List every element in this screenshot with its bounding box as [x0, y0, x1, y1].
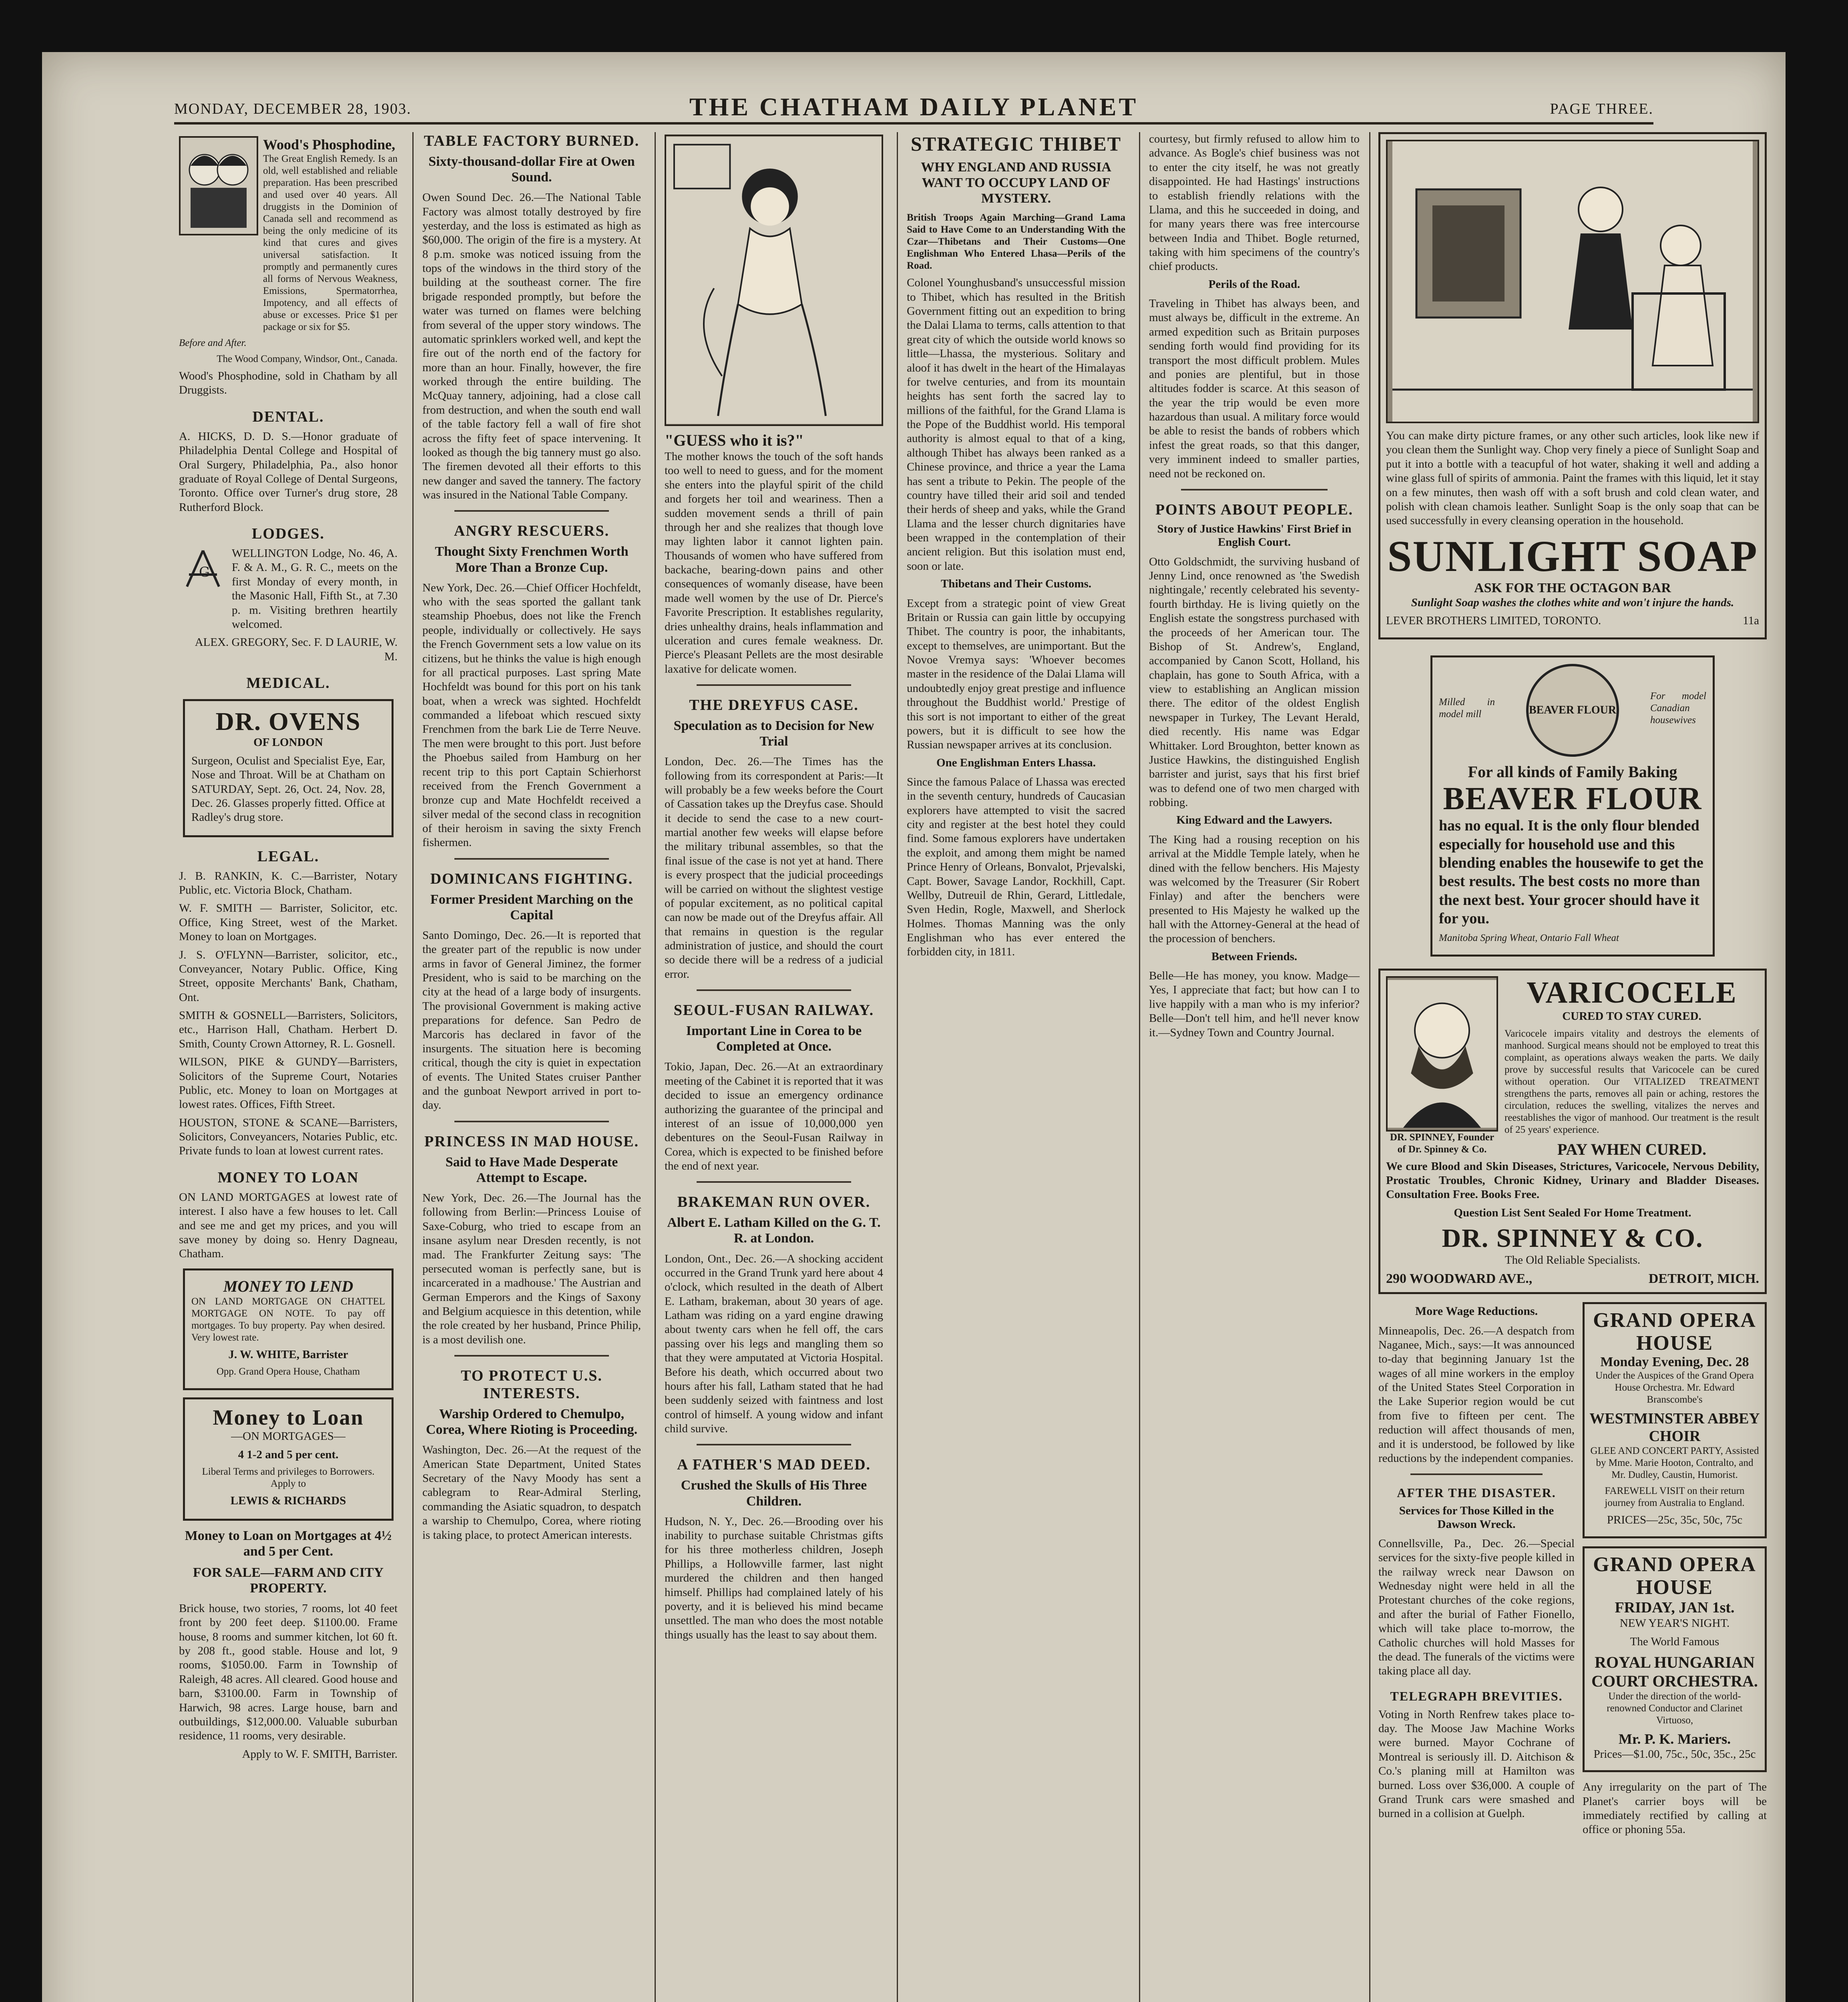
article-headline: AFTER THE DISASTER.: [1397, 1485, 1556, 1500]
legal-item: J. S. O'FLYNN—Barrister, solicitor, etc., Conveyancer, Notary Public. Office, King Street, opposite Merchants' Bank, Chatham, Ont.: [179, 948, 398, 1004]
opera-conductor: Mr. P. K. Mariers.: [1618, 1731, 1731, 1747]
column-thibet: [897, 132, 1134, 2002]
woods-body: The Great English Remedy. Is an old, well established and reliable preparation. Has been prescribed and used over 40 years. All druggists in the Dominion of Canada sell and recommend as being the only medicine of its kind that cures and gives universal satisfaction. It promptly and permanently cures all forms of Nervous Weakness, Emissions, Spermatorrhea, Impotency, and all effects of abuse or excesses. Price $1 per package or six for $5.: [263, 153, 398, 332]
article-body: Belle—He has money, you know. Madge—Yes, I appreciate that fact; but how can I to live happily with a man who is my inferior? Belle—Don't tell him, and he'll never know it.—Sydney Town and Country Journal.: [1149, 969, 1360, 1039]
article-headline: POINTS ABOUT PEOPLE.: [1155, 501, 1354, 518]
article-body: Washington, Dec. 26.—At the request of the American State Department, United States Secretary of the Navy Moody has sent a cablegram to Rear-Admiral Sterling, commanding the Asiatic squadron, to despatch a warship to Chemulpo, Corea, where rioting is taking place, to protect American interests.: [422, 1443, 641, 1542]
beaver-title: BEAVER FLOUR: [1443, 781, 1702, 817]
lend-name: J. W. WHITE, Barrister: [228, 1348, 348, 1361]
sunlight-maker: LEVER BROTHERS LIMITED, TORONTO.: [1386, 614, 1601, 627]
loan-body: Liberal Terms and privileges to Borrowers. Apply to: [202, 1466, 375, 1489]
opera-world: The World Famous: [1630, 1635, 1719, 1648]
ovens-subtitle: OF LONDON: [253, 736, 323, 749]
column-people: [1139, 132, 1368, 2002]
varicocele-subtitle: CURED TO STAY CURED.: [1562, 1010, 1701, 1023]
dr-ovens-ad: [183, 699, 394, 837]
svg-text:G: G: [199, 564, 210, 580]
masonic-compass-icon: [179, 547, 227, 595]
newspaper-page: [42, 52, 1786, 2002]
article-subhead: Important Line in Corea to be Completed at Once.: [686, 1023, 862, 1054]
opera-party: GLEE AND CONCERT PARTY, Assisted by Mme. Marie Hooton, Contralto, and Mr. Dudley, Caustin, Humorist.: [1590, 1445, 1759, 1481]
article-headline: A FATHER'S MAD DEED.: [677, 1456, 871, 1473]
medical-heading: MEDICAL.: [246, 675, 330, 691]
masthead-rule: [174, 122, 1653, 125]
opera-show: ROYAL HUNGARIAN COURT ORCHESTRA.: [1591, 1653, 1758, 1690]
article-body: Except from a strategic point of view Great Britain or Russia can gain little by occupying Thibet. The country is poor, the inhabitants, except to themselves, are unimportant. But the Novoe Vremya says: 'Whoever becomes master in the residence of the Dalai Llama will undoubtedly enjoy great prestige and influence throughout the Buddhist world.' Prestige of this sort is not important to either of the great powers, but it is difficult to see how the Russian newspaper arrives at its conclusion.: [907, 597, 1125, 752]
article-subhead: Thought Sixty Frenchmen Worth More Than a Bronze Cup.: [435, 544, 629, 575]
article-subhead: One Englishman Enters Lhassa.: [936, 756, 1096, 769]
article-subhead: Crushed the Skulls of His Three Children.: [681, 1478, 867, 1509]
article-subhead: Sixty-thousand-dollar Fire at Owen Sound.: [428, 154, 635, 185]
varicocele-body: Varicocele impairs vitality and destroys the elements of manhood. Surgical means should not be employed to treat this complaint, as operations always weaken the parts. We daily prove by successful results that Varicocele can be cured without operation. Our VITALIZED TREATMENT strengthens the parts, removes all pain or aching, restores the circulation, reduces the swelling, vitalizes the nerves and reestablishes the vigor of manhood. Our treatment is the result of 25 years' experience.: [1505, 1028, 1759, 1135]
lend-address: Opp. Grand Opera House, Chatham: [216, 1366, 360, 1377]
beaver-lead: For all kinds of Family Baking: [1468, 763, 1677, 781]
ovens-body: Surgeon, Oculist and Specialist Eye, Ear, Nose and Throat. Will be at Chatham on SATURDAY, Sept. 26, Oct. 24, Nov. 28, Dec. 26. Glasses properly fitted. Office at Radley's drug store.: [191, 754, 385, 824]
article-headline: DOMINICANS FIGHTING.: [430, 870, 633, 887]
article-deck: British Troops Again Marching—Grand Lama Said to Have Come to an Understanding With the Czar—Thibetans and Their Customs—One Englishman Who Entered Lhasa—Perils of the Road.: [907, 212, 1125, 271]
article-subhead: Speculation as to Decision for New Trial: [673, 718, 874, 749]
spinney-firm-sub: The Old Reliable Specialists.: [1505, 1253, 1641, 1266]
article-subhead: Former President Marching on the Capital: [430, 892, 633, 923]
woods-portrait-illustration: [179, 136, 258, 235]
lodges-heading: LODGES.: [252, 525, 325, 542]
mortgage-heading: Money to Loan on Mortgages at 4½ and 5 per Cent.: [185, 1528, 392, 1559]
opera-title: GRAND OPERA HOUSE: [1593, 1553, 1756, 1599]
article-body: courtesy, but firmly refused to allow him to advance. As Bogle's chief business was not to enter the city itself, he was not greatly disappointed. He had Hastings' instructions to establish friendly relations with the Llama, and this he succeeded in doing, and for many years there was free intercourse between India and Thibet. Bogle returned, taking with him specimens of the country's chief products.: [1149, 133, 1360, 273]
article-headline: TO PROTECT U.S. INTERESTS.: [461, 1367, 603, 1402]
woods-title: Wood's Phosphodine,: [263, 137, 396, 153]
portrait-caption: DR. SPINNEY, Founder of Dr. Spinney & Co.: [1390, 1132, 1494, 1155]
loan-subtitle: —ON MORTGAGES—: [231, 1430, 345, 1443]
sunlight-subtitle: ASK FOR THE OCTAGON BAR: [1474, 580, 1671, 595]
beaver-seal-text: BEAVER FLOUR: [1529, 704, 1617, 717]
opera-show: WESTMINSTER ABBEY CHOIR: [1589, 1410, 1760, 1445]
grand-opera-ad-1: [1583, 1302, 1767, 1538]
article-body: Owen Sound Dec. 26.—The National Table Factory was almost totally destroyed by fire yesterday, and the loss is estimated as high as $60,000. The origin of the fire is a mystery. At 8 p.m. smoke was noticed issuing from the tops of the windows in the third story of the building at the southeast corner. The fire brigade responded promptly, but before the water was turned on flames were belching from several of the upper story windows. The automatic sprinklers worked well, and kept the fire out of the north end of the factory for more than an hour. Finally, however, the fire worked through the entire building. The McQuay tannery, adjoining, had a close call from destruction, and when the south end wall of the table factory fell a wall of fire shot across the fifty feet of space intervening. It looked as though the big tannery must go also. The firemen devoted all their efforts to this new danger and saved the tannery. The factory was insured in the National Table Company.: [422, 191, 641, 502]
article-subhead: King Edward and the Lawyers.: [1176, 814, 1332, 827]
ovens-title: DR. OVENS: [215, 707, 361, 736]
article-headline: TABLE FACTORY BURNED.: [424, 133, 640, 149]
article-headline: PRINCESS IN MAD HOUSE.: [424, 1133, 639, 1150]
two-faces-icon: [181, 138, 257, 234]
lend-body: ON LAND MORTGAGE ON CHATTEL MORTGAGE ON NOTE. To pay off mortgages. To buy property. Pay when desired. Very lowest rate.: [191, 1296, 385, 1343]
article-body: Hudson, N. Y., Dec. 26.—Brooding over his inability to purchase suitable Christmas gifts for his three motherless children, Joseph Phillips, a Hollowville farmer, last night murdered the children and then hanged himself. Phillips had complained lately of his poverty, and it is believed his mind became unsettled. The man who does the most notable things usually has the least to say about them.: [665, 1515, 883, 1641]
children-cleaning-illustration: [1386, 140, 1759, 423]
legal-heading: LEGAL.: [257, 848, 319, 865]
masthead: [174, 76, 1653, 121]
divider: [454, 510, 609, 512]
woods-company: The Wood Company, Windsor, Ont., Canada.: [217, 354, 398, 364]
woods-caption: Before and After.: [179, 338, 247, 348]
woman-illustration-icon: [666, 136, 882, 424]
carrier-notice: Any irregularity on the part of The Planet's carrier boys will be immediately rectified by calling at office or phoning 55a.: [1583, 1781, 1767, 1836]
divider: [1410, 1473, 1543, 1475]
sunlight-title: SUNLIGHT SOAP: [1387, 531, 1758, 581]
opera-title: GRAND OPERA HOUSE: [1593, 1309, 1756, 1355]
sunlight-soap-ad: [1378, 132, 1767, 639]
money-heading: MONEY TO LOAN: [217, 1169, 359, 1186]
divider: [697, 1444, 851, 1445]
beaver-blend-note: Manitoba Spring Wheat, Ontario Fall Wheat: [1439, 932, 1619, 943]
article-body: Tokio, Japan, Dec. 26.—At an extraordinary meeting of the Cabinet it is reported that it was decided to issue an emergency ordinance authorizing the guarantee of the principal and interest of an issue of 10,000,000 yen debentures on the Seoul-Fusan Railway in Corea, which is expected to be finished before the end of next year.: [665, 1060, 883, 1172]
article-body: Colonel Younghusband's unsuccessful mission to Thibet, which has resulted in the British Government fitting out an expedition to bring the Dalai Llama to terms, calls attention to that great city of which the outside world knows so little—Lhassa, the mysterious. Solitary and aloof it has dwelt in the heart of the Himalayas for twelve centuries, and from its mountain heights has sent forth the sacred lay to millions of the faithful, for the Grand Llama is the Pope of the Buddhist world. His temporal authority is almost equal to that of a king, although Thibet has always been ranked as a Chinese province, and thrice a year the Lama has sent a tribute to Pekin. The people of the country have tilled their arid soil and tended their herds of sheep and yaks, while the Grand Llama and the lesser church dignitaries have been wrapped in the contemplation of their ancient religion. But this isolation must end, soon or late.: [907, 276, 1125, 573]
divider: [1181, 489, 1328, 490]
article-subhead: Thibetans and Their Customs.: [940, 577, 1092, 591]
money-body: ON LAND MORTGAGES at lowest rate of interest. I also have a few houses to let. Call and see me and get my prices, and you will save money by doing so. Henry Dagneau, Chatham.: [179, 1190, 398, 1260]
opera-house-ads: [1583, 1302, 1767, 1841]
divider: [454, 1355, 609, 1357]
opera-date: Monday Evening, Dec. 28: [1600, 1355, 1749, 1370]
woods-sold: Wood's Phosphodine, sold in Chatham by all Druggists.: [179, 370, 398, 397]
doctor-portrait-icon: [1386, 976, 1498, 1132]
article-headline: More Wage Reductions.: [1415, 1305, 1538, 1318]
varicocele-cure: We cure Blood and Skin Diseases, Strictures, Varicocele, Nervous Debility, Prostatic Troubles, Chronic Kidney, Urinary and Bladder Diseases. Consultation Free. Books Free.: [1386, 1160, 1759, 1201]
divider: [697, 1181, 851, 1183]
sunlight-tagline: Sunlight Soap washes the clothes white and won't injure the hands.: [1411, 596, 1734, 609]
opera-prices: Prices—$1.00, 75c., 50c, 35c., 25c: [1593, 1747, 1756, 1761]
article-body: Santo Domingo, Dec. 26.—It is reported that the greater part of the republic is now under arms in favor of General Jiminez, the former President, who is said to be marching on the city at the head of a large body of insurgents. The provisional Government is making active preparations for defence. San Pedro de Marcoris has declared in favor of the insurgents. The situation here is becoming critical, though the city is quiet in expectation of events. The United States cruiser Panther and the gunboat Newport arrived in port to-day.: [422, 929, 641, 1112]
article-subhead: Albert E. Latham Killed on the G. T. R. at London.: [667, 1215, 881, 1246]
grand-opera-ad-2: [1583, 1546, 1767, 1773]
beaver-right-note: For model Canadian housewives: [1650, 691, 1706, 726]
dental-heading: DENTAL.: [252, 408, 324, 425]
article-body: Minneapolis, Dec. 26.—A despatch from Naganee, Mich., says:—It was announced to-day that beginning January 1st the wages of all mine workers in the employ of the United States Steel Corporation in the Lake Superior region would be cut from five to fifteen per cent. The reduction will affect thousands of men, and it is understood, be followed by like reductions by the independent companies.: [1378, 1324, 1575, 1465]
article-body: Traveling in Thibet has always been, and must always be, difficult in the extreme. An armed expedition such as Britain purposes sending forth would find providing for its transport the most difficult problem. Mules and ponies are plentiful, but in those altitudes fodder is scarce. At this season of the year the trip would be even more hazardous than usual. A military force would be able to resist the bands of robbers which infest the great roads, so that this danger, very imminent indeed to smaller parties, need not be reckoned on.: [1149, 297, 1360, 480]
article-subhead: Services for Those Killed in the Dawson Wreck.: [1399, 1504, 1554, 1531]
issue-date: MONDAY, DECEMBER 28, 1903.: [174, 101, 412, 117]
beaver-flour-ad: [1430, 655, 1715, 956]
legal-item: SMITH & GOSNELL—Barristers, Solicitors, etc., Harrison Hall, Chatham. Herbert D. Smith, County Crown Attorney, R. L. Gosnell.: [179, 1009, 398, 1050]
opera-farewell: FAREWELL VISIT on their return journey from Australia to England.: [1605, 1485, 1745, 1509]
varicocele-title: VARICOCELE: [1527, 975, 1737, 1009]
spinney-firm: DR. SPINNEY & CO.: [1442, 1224, 1703, 1253]
article-subhead: Between Friends.: [1211, 950, 1298, 963]
article-body: Otto Goldschmidt, the surviving husband of Jenny Lind, once renowned as 'the Swedish nightingale,' recently celebrated his seventy-fourth birthday. He is living quietly on the English estate the songstress purchased with the proceeds of her American tour. The Bishop of St. Andrew's, England, accompanied by Canon Scott, Holland, his chaplain, has gone to South Africa, with a view to establishing an Anglican mission there. The editor of the oldest English newspaper in Turkey, The Levant Herald, died recently. His name was Edgar Whittaker. Lord Broughton, better known as Justice Hawkins, the distinguished English barrister and jurist, says that his first brief was to defend one of two men charged with robbing.: [1149, 555, 1360, 809]
article-subhead: Story of Justice Hawkins' First Brief in English Court.: [1157, 522, 1352, 549]
article-body: The King had a rousing reception on his arrival at the Middle Temple lately, when he dined with the fellow benchers. His Majesty was welcomed by the Treasurer (Sir Robert Finlay) and after the benchers were presented to His Majesty he walked up the hall with the Attorney-General at the head of the procession of benchers.: [1149, 833, 1360, 945]
article-body: New York, Dec. 26.—Chief Officer Hochfeldt, who with the seas sported the gallant tank steamship Phoebus, does not like the French people, individually or collectively. He says the French Government sets a low value on its citizens, but he thinks the value is high enough for all practical purposes. Last spring Mate Hochfeldt was bound for this port on his tank boat, when a wreck was sighted. Hochfeldt commanded a lifeboat which rescued sixty Frenchmen from the bark Lie de Terre Neuve. The men were brought to this port. Just before the Phoebus sailed from Hamburg on her recent trip to this port Captain Schierhorst received from the French Government a bronze cup and Mate Hochfeldt received a silver medal of the second class in recognition of their heroism in saving the sixty French fishermen.: [422, 581, 641, 849]
pierce-ad-body: The mother knows the touch of the soft hands too well to need to guess, and for the moment she enters into the playful spirit of the child and forgets her toil and weariness. Then a sudden movement sends a thrill of pain through her and she realizes that though love may lighten labor it cannot lighten pain. Thousands of women who have suffered from backache, bearing-down pains and other consequences of womanly disease, have been made well women by the use of Dr. Pierce's Favorite Prescription. It establishes regularity, dries unhealthy drains, heals inflammation and ulceration and cures female weakness. Dr. Pierce's Pleasant Pellets are the most desirable laxative for delicate women.: [665, 450, 883, 675]
varicocele-pay: PAY WHEN CURED.: [1557, 1140, 1707, 1158]
column-news-2: [655, 132, 892, 2002]
article-body: New York, Dec. 26.—The Journal has the following from Berlin:—Princess Louise of Saxe-Coburg, who tried to escape from an insane asylum near Dresden recently, is not mad. The Frankfurter Zeitung says: 'The persecuted woman is perfectly sane, but is incarcerated in a madhouse.' The Austrian and German Emperors and the Kings of Saxony and Belgium acquiesce in this detention, while the role created by her husband, Prince Philip, is a most devilish one.: [422, 1192, 641, 1346]
column-news-1: [412, 132, 650, 2002]
loan-name: LEWIS & RICHARDS: [230, 1494, 346, 1508]
guess-heading: "GUESS who it is?": [665, 431, 804, 449]
sale-signature: Apply to W. F. SMITH, Barrister.: [242, 1747, 398, 1761]
divider: [697, 989, 851, 991]
article-headline: STRATEGIC THIBET: [910, 133, 1122, 155]
legal-item: J. B. RANKIN, K. C.—Barrister, Notary Public, etc. Victoria Block, Chatham.: [179, 869, 398, 897]
beaver-body: has no equal. It is the only flour blended especially for household use and this blending enables the housewife to get the best results. The best costs no more than the next best. Your grocer should have it for you.: [1439, 817, 1703, 927]
spinney-address: 290 WOODWARD AVE.,: [1386, 1271, 1533, 1286]
opera-prices: PRICES—25c, 35c, 50c, 75c: [1607, 1514, 1743, 1527]
article-headline: BRAKEMAN RUN OVER.: [677, 1194, 871, 1211]
column-advertisements: [1369, 132, 1775, 2002]
sale-body: Brick house, two stories, 7 rooms, lot 40 feet front by 200 feet deep. $1100.00. Frame house, 8 rooms and summer kitchen, lot 60 ft. by 208 ft., good stable. House and lot, 9 rooms, $1050.00. Farm in Township of Raleigh, 48 acres. All cleared. Good house and barn, $3100.00. Farm in Township of Harwich, 98 acres. Large house, barn and outbuildings, $12,000.00. Valuable suburban residence, 11 rooms, very desirable.: [179, 1602, 398, 1743]
opera-body: Under the direction of the world-renowned Conductor and Clarinet Virtuoso,: [1607, 1690, 1743, 1726]
article-subhead: Warship Ordered to Chemulpo, Corea, Where Rioting is Proceeding.: [426, 1407, 638, 1437]
divider: [454, 858, 609, 860]
opera-night: NEW YEAR'S NIGHT.: [1619, 1617, 1730, 1630]
page-number: PAGE THREE.: [1550, 101, 1653, 117]
article-headline: SEOUL-FUSAN RAILWAY.: [673, 1002, 874, 1019]
cleaning-scene-icon: [1388, 141, 1758, 422]
lend-title: MONEY TO LEND: [223, 1277, 354, 1295]
varicocele-ad: [1378, 969, 1767, 1294]
doctor-portrait: [1386, 976, 1498, 1160]
article-body: Connellsville, Pa., Dec. 26.—Special services for the sixty-five people killed in the railway wreck near Dawson on Wednesday night were held in all the Protestant churches of the coke regions, and after the burial of Father Fionello, which will take place to-morrow, the Catholic churches will hold Masses for the dead. The funerals of the victims were taking place all day.: [1378, 1537, 1575, 1678]
legal-item: WILSON, PIKE & GUNDY—Barristers, Solicitors of the Supreme Court, Notaries Public, etc. Money to loan on Mortgages at lowest rates. Offices, Fifth Street.: [179, 1055, 398, 1111]
article-headline: ANGRY RESCUERS.: [454, 523, 610, 540]
telegraph-news-column: [1378, 1302, 1575, 1841]
opera-body: Under the Auspices of the Grand Opera House Orchestra. Mr. Edward Branscombe's: [1595, 1370, 1754, 1405]
loan-rate: 4 1-2 and 5 per cent.: [238, 1448, 339, 1461]
sale-heading: FOR SALE—FARM AND CITY PROPERTY.: [193, 1565, 384, 1596]
legal-item: W. F. SMITH — Barrister, Solicitor, etc. Office, King Street, west of the Market. Money to loan on Mortgages.: [179, 902, 398, 943]
dental-body: A. HICKS, D. D. S.—Honor graduate of Philadelphia Dental College and Hospital of Oral Surgery, Philadelphia, Pa., also honor graduate of Royal College of Dental Surgeons, Toronto. Office over Turner's drug store, 28 Rutherford Block.: [179, 430, 398, 514]
spinney-city: DETROIT, MICH.: [1648, 1271, 1759, 1286]
legal-item: HOUSTON, STONE & SCANE—Barristers, Solicitors, Conveyancers, Notaries Public, etc. Private funds to loan at lowest current rates.: [179, 1116, 398, 1158]
beaver-seal-icon: [1526, 664, 1619, 757]
article-body: Voting in North Renfrew takes place to-day. The Moose Jaw Machine Works were burned. Mayor Cochrane of Montreal is seriously ill. D. Aitchison & Co.'s planing mill at Hamilton was burned. Loss over $36,000. A couple of Grand Trunk cars were smashed and burned in a collision at Guelph.: [1378, 1708, 1575, 1820]
divider: [454, 1121, 609, 1122]
article-subhead: Said to Have Made Desperate Attempt to Escape.: [445, 1154, 618, 1185]
divider: [697, 684, 851, 686]
column-classifieds: [170, 132, 406, 2002]
article-subhead: Perils of the Road.: [1208, 277, 1300, 291]
money-to-lend-ad: [183, 1268, 394, 1390]
sunlight-code: 11a: [1743, 614, 1759, 627]
article-body: London, Ont., Dec. 26.—A shocking accident occurred in the Grand Trunk yard here about 4 o'clock, which resulted in the death of Albert E. Latham, brakeman, about 30 years of age. Latham was riding on a yard engine drawing about twenty cars when he fell off, the cars passing over his legs and mangling them so that they were amputated at Victoria Hospital. Before his death, which occurred about two hours after his fall, Latham stated that he had been suddenly seized with faintness and lost control of himself. A young widow and infant child survive.: [665, 1252, 883, 1435]
article-headline: TELEGRAPH BREVITIES.: [1390, 1688, 1563, 1703]
lodges-signature: ALEX. GREGORY, Sec. F. D LAURIE, W. M.: [195, 636, 398, 663]
loan-title: Money to Loan: [213, 1405, 364, 1430]
opera-date: FRIDAY, JAN 1st.: [1615, 1599, 1735, 1616]
varicocele-question: Question List Sent Sealed For Home Treatment.: [1454, 1206, 1691, 1219]
sunlight-body: You can make dirty picture frames, or any other such articles, look like new if you clean them the Sunlight way. Chop very finely a piece of Sunlight Soap and put it into a bottle with a teacupful of hot water, shaking it well and adding a wine glass full of spirits of ammonia. Paint the frames with this liquid, let it stay on a few minutes, then wash off with a soft brush and cold clean water, and polish with clean chamois leather. Sunlight Soap is the only soap that can be used successfully in every cleansing operation in the household.: [1386, 429, 1759, 527]
mother-child-illustration: [665, 135, 883, 426]
lodges-body: WELLINGTON Lodge, No. 46, A. F. & A. M., G. R. C., meets on the first Monday of every month, in the Masonic Hall, Fifth St., at 7.30 p. m. Visiting brethren heartily welcomed.: [232, 547, 398, 631]
article-body: London, Dec. 26.—The Times has the following from its correspondent at Paris:—It will probably be a few weeks before the Court of Cassation takes up the Dreyfus case. Should it decide to send the case to a new court-martial another few weeks will elapse before the military tribunal assembles, so that the final issue of the case is not yet at hand. There is every prospect that the judicial proceedings will be carried on without the slightest vestige of popular excitement, as no political capital can now be made out of the Dreyfus affair. All that remains in question is the regular administration of justice, and should the court so decide there will be a redress of a judicial error.: [665, 755, 883, 981]
article-body: Since the famous Palace of Lhassa was erected in the seventh century, hundreds of Caucasian explorers have attempted to visit the sacred city and register at the best hotel they could find. Some famous explorers have undertaken the exploit, and among them might be named Prince Henry of Orleans, Bonvalot, Prjevalski, Capt. Bower, Savage Landor, Rockhill, Capt. Wellby, Dutreuil de Rhin, Gerard, Littledale, Sven Hedin, Rogle, Maxwell, and Sherlock Holmes. Thomas Manning was the only Englishman who has ever entered the forbidden city, in 1811.: [907, 775, 1125, 959]
newspaper-title: THE CHATHAM DAILY PLANET: [689, 92, 1139, 121]
beaver-left-note: Milled in model mill: [1439, 697, 1495, 720]
money-to-loan-ad: [183, 1397, 394, 1521]
article-subhead: WHY ENGLAND AND RUSSIA WANT TO OCCUPY LAND OF MYSTERY.: [921, 160, 1111, 206]
article-headline: THE DREYFUS CASE.: [689, 697, 859, 714]
